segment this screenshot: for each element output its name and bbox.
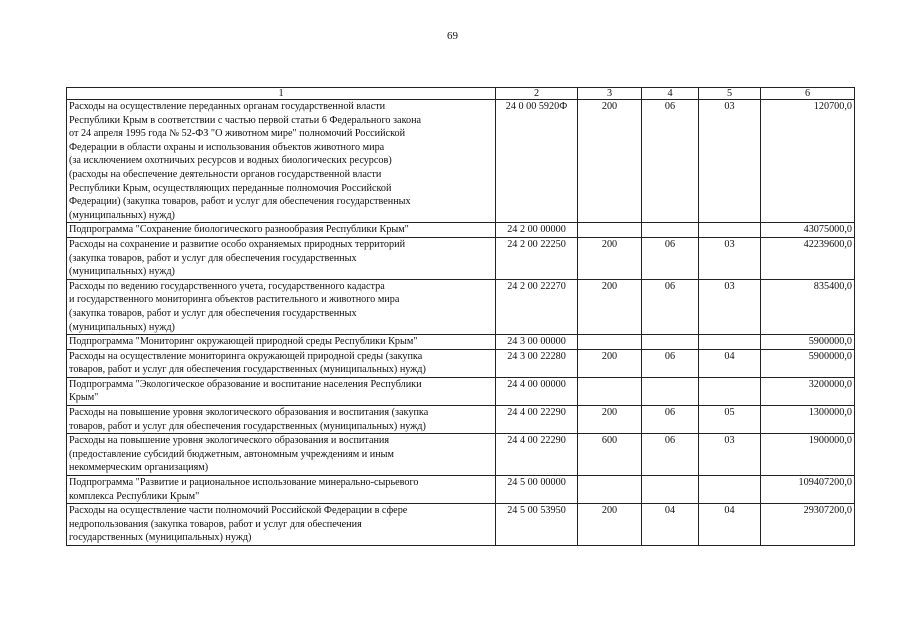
table-row [67,100,855,223]
row-code: 24 4 00 22290 [496,406,578,434]
description-line: Расходы на осуществление мониторинга окружающей природной среды (закупка [69,350,423,362]
description-line: Расходы на повышение уровня экологического образования и воспитания [69,435,390,447]
row-description [67,335,496,350]
row-subsection [699,476,761,504]
table-row [67,406,855,434]
row-description [67,237,496,279]
row-code: 24 4 00 22290 [496,434,578,476]
description-line: Подпрограмма "Мониторинг окружающей природной среды Республики Крым" [69,336,418,348]
row-amount: 3200000,0 [761,377,855,405]
description-line: Расходы на осуществление части полномочий Российской Федерации в сфере [69,505,408,517]
table-header-row [67,88,855,100]
description-line: от 24 апреля 1995 года № 52-ФЗ "О животном мире" полномочий Российской [69,128,406,140]
row-amount: 1300000,0 [761,406,855,434]
description-line: Республики Крым, осуществляющих переданные полномочия Российской [69,182,392,194]
row-description [67,223,496,238]
row-subsection [699,377,761,405]
row-subsection: 03 [699,100,761,223]
row-expense-type: 600 [578,434,642,476]
row-amount: 120700,0 [761,100,855,223]
row-code: 24 2 00 22270 [496,279,578,334]
header-cell: 4 [642,88,699,100]
row-subsection: 04 [699,504,761,546]
description-line: и государственного мониторинга объектов растительного и животного мира [69,294,400,306]
description-line: Республики Крым в соответствии с частью первой статьи 6 Федерального закона [69,114,422,126]
row-expense-type: 200 [578,504,642,546]
row-expense-type: 200 [578,237,642,279]
header-cell: 5 [699,88,761,100]
row-description [67,349,496,377]
row-description [67,476,496,504]
description-line: государственных (муниципальных) нужд) [69,532,252,544]
row-amount: 5900000,0 [761,335,855,350]
row-code: 24 4 00 00000 [496,377,578,405]
row-description [67,100,496,223]
row-code: 24 5 00 00000 [496,476,578,504]
row-section [642,335,699,350]
row-section: 06 [642,349,699,377]
row-subsection: 05 [699,406,761,434]
budget-table [66,87,855,546]
description-line: недропользования (закупка товаров, работ и услуг для обеспечения [69,518,362,530]
row-amount: 29307200,0 [761,504,855,546]
row-subsection [699,335,761,350]
table-row [67,223,855,238]
description-line: (муниципальных) нужд) [69,209,175,221]
row-expense-type [578,476,642,504]
row-subsection: 04 [699,349,761,377]
row-code: 24 3 00 00000 [496,335,578,350]
header-cell: 3 [578,88,642,100]
table-row [67,237,855,279]
description-line: (за исключением охотничьих ресурсов и водных биологических ресурсов) [69,155,392,167]
row-description [67,377,496,405]
row-description [67,434,496,476]
row-subsection: 03 [699,237,761,279]
description-line: (расходы на обеспечение деятельности органов государственной власти [69,168,382,180]
row-code: 24 0 00 5920Ф [496,100,578,223]
row-description [67,504,496,546]
row-code: 24 2 00 00000 [496,223,578,238]
row-code: 24 5 00 53950 [496,504,578,546]
row-code: 24 2 00 22250 [496,237,578,279]
row-amount: 109407200,0 [761,476,855,504]
description-line: (закупка товаров, работ и услуг для обеспечения государственных [69,252,357,264]
description-line: Расходы на сохранение и развитие особо охраняемых природных территорий [69,238,406,250]
header-cell: 2 [496,88,578,100]
row-code: 24 3 00 22280 [496,349,578,377]
row-section [642,223,699,238]
row-amount: 1900000,0 [761,434,855,476]
row-amount: 835400,0 [761,279,855,334]
description-line: (закупка товаров, работ и услуг для обеспечения государственных [69,307,357,319]
row-section: 06 [642,100,699,223]
row-subsection: 03 [699,279,761,334]
row-expense-type [578,223,642,238]
row-expense-type: 200 [578,100,642,223]
page-number: 69 [447,30,458,42]
description-line: Федерации) (закупка товаров, работ и услуг для обеспечения государственных [69,196,411,208]
row-section: 04 [642,504,699,546]
row-expense-type [578,335,642,350]
row-subsection: 03 [699,434,761,476]
table-row [67,335,855,350]
row-amount: 42239600,0 [761,237,855,279]
row-expense-type: 200 [578,279,642,334]
row-section: 06 [642,279,699,334]
row-amount: 43075000,0 [761,223,855,238]
table-row [67,476,855,504]
row-description [67,279,496,334]
table-body [67,100,855,546]
row-section: 06 [642,406,699,434]
description-line: Расходы на осуществление переданных органам государственной власти [69,101,386,112]
row-expense-type: 200 [578,406,642,434]
row-subsection [699,223,761,238]
description-line: (муниципальных) нужд) [69,266,175,278]
table-row [67,434,855,476]
description-line: Расходы на повышение уровня экологического образования и воспитания (закупка [69,407,429,419]
description-line: товаров, работ и услуг для обеспечения государственных (муниципальных) нужд) [69,364,426,376]
row-section: 06 [642,434,699,476]
row-amount: 5900000,0 [761,349,855,377]
row-section: 06 [642,237,699,279]
table-row [67,279,855,334]
row-description [67,406,496,434]
description-line: Подпрограмма "Развитие и рациональное использование минерально-сырьевого [69,477,419,489]
row-expense-type: 200 [578,349,642,377]
description-line: Подпрограмма "Экологическое образование и воспитание населения Республики [69,378,422,390]
row-section [642,377,699,405]
table-row [67,349,855,377]
table-row [67,504,855,546]
description-line: Расходы по ведению государственного учета, государственного кадастра [69,280,385,292]
row-section [642,476,699,504]
description-line: (муниципальных) нужд) [69,321,175,333]
description-line: Федерации в области охраны и использования объектов животного мира [69,141,385,153]
description-line: (предоставление субсидий бюджетным, автономным учреждениям и иным [69,448,394,460]
description-line: товаров, работ и услуг для обеспечения государственных (муниципальных) нужд) [69,420,426,432]
table-row [67,377,855,405]
description-line: Подпрограмма "Сохранение биологического разнообразия Республики Крым" [69,224,409,236]
header-cell: 6 [761,88,855,100]
description-line: некоммерческим организациям) [69,462,209,474]
description-line: Крым" [69,392,99,404]
row-expense-type [578,377,642,405]
header-cell: 1 [67,88,496,100]
description-line: комплекса Республики Крым" [69,490,200,502]
